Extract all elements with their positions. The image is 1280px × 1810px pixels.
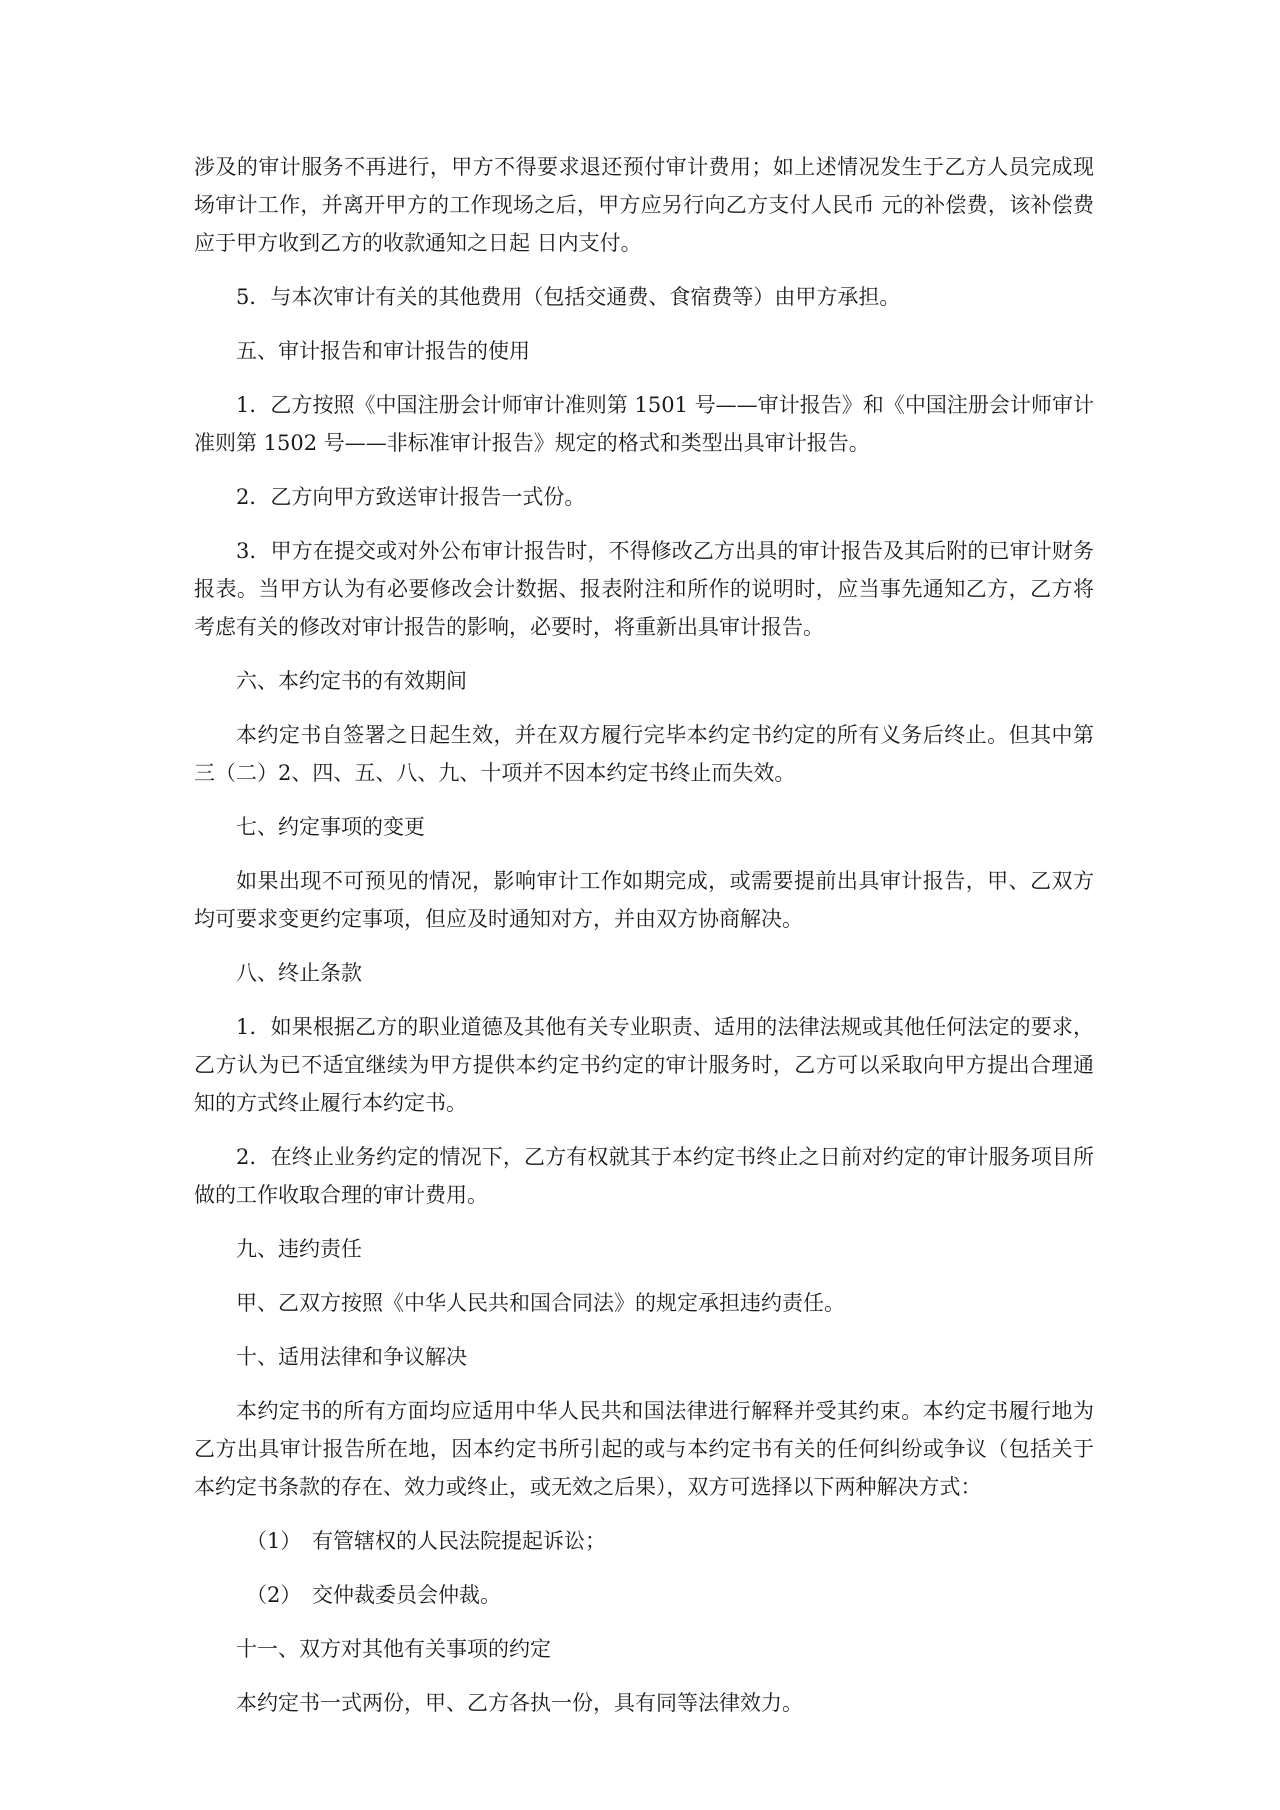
section-9-paragraph: 甲、乙双方按照《中华人民共和国合同法》的规定承担违约责任。 [236, 1291, 845, 1315]
section-heading-11: 十一、双方对其他有关事项的约定 [236, 1637, 551, 1661]
section-heading-5: 五、审计报告和审计报告的使用 [236, 339, 530, 363]
section-heading-9: 九、违约责任 [236, 1237, 362, 1261]
section-11-paragraph: 本约定书一式两份，甲、乙方各执一份，具有同等法律效力。 [236, 1691, 803, 1715]
section-6-paragraph: 本约定书自签署之日起生效，并在双方履行完毕本约定书约定的所有义务后终止。但其中第三（二）2、四、五、八、九、十项并不因本约定书终止而失效。 [194, 723, 1094, 785]
resolution-option-1 [194, 1522, 1094, 1560]
section-7-paragraph: 如果出现不可预见的情况，影响审计工作如期完成，或需要提前出具审计报告，甲、乙双方均可要求变更约定事项，但应及时通知对方，并由双方协商解决。 [194, 869, 1094, 931]
option-2-text: 交仲裁委员会仲裁。 [312, 1583, 501, 1607]
section-5-clause-2: 2．乙方向甲方致送审计报告一式份。 [236, 485, 586, 509]
resolution-option-2 [194, 1576, 1094, 1614]
section-heading-10: 十、适用法律和争议解决 [236, 1345, 467, 1369]
fee-clause-5: 5．与本次审计有关的其他费用（包括交通费、食宿费等）由甲方承担。 [236, 285, 901, 309]
document-page [194, 148, 1094, 1738]
section-5-clause-3: 3．甲方在提交或对外公布审计报告时，不得修改乙方出具的审计报告及其后附的已审计财务报表。当甲方认为有必要修改会计数据、报表附注和所作的说明时，应当事先通知乙方，乙方将考虑有关的修改对审计报告的影响，必要时，将重新出具审计报告。 [194, 539, 1094, 639]
section-8-clause-2: 2．在终止业务约定的情况下，乙方有权就其于本约定书终止之日前对约定的审计服务项目所做的工作收取合理的审计费用。 [194, 1145, 1094, 1207]
section-5-clause-1: 1．乙方按照《中国注册会计师审计准则第 1501 号——审计报告》和《中国注册会计师审计准则第 1502 号——非标准审计报告》规定的格式和类型出具审计报告。 [194, 393, 1094, 455]
option-2-number: （2） [246, 1583, 302, 1607]
section-10-paragraph: 本约定书的所有方面均应适用中华人民共和国法律进行解释并受其约束。本约定书履行地为乙方出具审计报告所在地，因本约定书所引起的或与本约定书有关的任何纠纷或争议（包括关于本约定书条款的存在、效力或终止，或无效之后果），双方可选择以下两种解决方式： [194, 1399, 1094, 1499]
section-heading-7: 七、约定事项的变更 [236, 815, 425, 839]
option-1-text: 有管辖权的人民法院提起诉讼； [312, 1529, 606, 1553]
section-8-clause-1: 1．如果根据乙方的职业道德及其他有关专业职责、适用的法律法规或其他任何法定的要求，乙方认为已不适宜继续为甲方提供本约定书约定的审计服务时，乙方可以采取向甲方提出合理通知的方式终止履行本约定书。 [194, 1015, 1094, 1115]
section-heading-8: 八、终止条款 [236, 961, 362, 985]
section-heading-6: 六、本约定书的有效期间 [236, 669, 467, 693]
option-1-number: （1） [246, 1529, 302, 1553]
intro-paragraph: 涉及的审计服务不再进行，甲方不得要求退还预付审计费用；如上述情况发生于乙方人员完成现场审计工作，并离开甲方的工作现场之后，甲方应另行向乙方支付人民币 元的补偿费，该补偿费应于甲方收到乙方的收款通知之日起 日内支付。 [194, 155, 1094, 255]
